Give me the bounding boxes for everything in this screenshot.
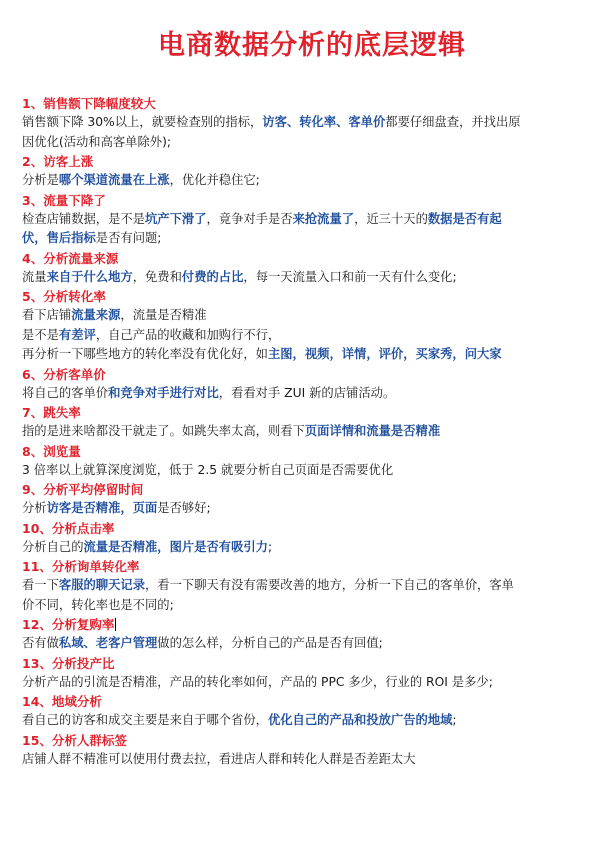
section-heading: [22, 94, 590, 113]
section-5: [22, 287, 590, 365]
section-15: [22, 731, 590, 770]
section-heading: [22, 365, 590, 384]
section-heading: [22, 519, 590, 538]
body-text: 看一下: [22, 578, 59, 592]
body-line: [22, 268, 590, 288]
body-text: 都要仔细盘查，并找出原: [385, 115, 521, 129]
body-line: [22, 422, 590, 442]
section-heading-text: 15、分析人群标签: [22, 732, 127, 748]
section-heading: [22, 557, 590, 576]
body-line: [22, 461, 590, 481]
body-text: ，看一下聊天有没有需要改善的地方，分析一下自己的客单价，客单: [145, 578, 514, 592]
body-line: [22, 750, 590, 770]
body-text: 再分析一下哪些地方的转化率没有优化好，如: [22, 347, 268, 361]
body-text: ，优化并稳住它;: [169, 173, 260, 187]
text-cursor: [115, 618, 116, 631]
body-text: ，每一天流量入口和前一天有什么变化;: [243, 269, 457, 284]
body-text: 是否有问题;: [95, 231, 162, 245]
body-line: [22, 673, 590, 693]
section-heading-text: 2、访客上涨: [22, 154, 94, 169]
section-heading-text: 9、分析平均停留时间: [22, 482, 144, 497]
highlight-text: 页面详情和流量是否精准: [304, 424, 441, 438]
section-heading-text: 4、分析流量来源: [22, 250, 119, 266]
body-text: 分析: [22, 501, 47, 515]
page-title: 电商数据分析的底层逻辑: [158, 30, 466, 61]
body-line: [22, 113, 590, 133]
section-2: [22, 152, 590, 191]
section-heading: [22, 287, 590, 306]
body-line: [22, 326, 590, 346]
section-heading: [22, 403, 590, 422]
section-heading-text: 7、跳失率: [22, 405, 81, 420]
highlight-text: 有差评: [58, 327, 96, 342]
body-text: 流量: [22, 269, 47, 284]
body-text: ，流量是否精准: [120, 308, 207, 322]
body-text: 价不同，转化率也是不同的;: [22, 597, 174, 612]
body-line: [22, 229, 590, 249]
section-heading: [22, 152, 590, 171]
body-text: 指的是进来啥都没干就走了。如跳失率太高，则看下: [22, 424, 305, 438]
section-heading: [22, 654, 590, 673]
body-line: [22, 210, 590, 230]
body-text: ，近三十天的: [354, 211, 428, 226]
highlight-text: 数据是否有起: [427, 211, 502, 226]
highlight-text: 主图，视频，详情，评价，买家秀，问大家: [267, 347, 502, 361]
section-heading-text: 10、分析点击率: [22, 520, 115, 536]
section-11: [22, 557, 590, 615]
section-heading-text: 6、分析客单价: [22, 366, 106, 382]
section-list: [0, 94, 604, 769]
body-text: 看自己的访客和成交主要是来自于哪个省份，: [22, 713, 268, 727]
body-line: [22, 306, 590, 326]
body-line: [22, 711, 590, 731]
highlight-text: 访客、转化率、客单价: [262, 115, 386, 129]
body-text: ;: [267, 539, 273, 554]
section-heading-text: 5、分析转化率: [22, 289, 106, 304]
highlight-text: 哪个渠道流量在上涨: [58, 173, 170, 187]
section-3: [22, 191, 590, 249]
section-7: [22, 403, 590, 442]
body-line: [22, 596, 590, 616]
body-line: [22, 576, 590, 596]
highlight-text: 优化自己的产品和投放广告的地域: [267, 713, 453, 727]
body-text: 店铺人群不精准可以使用付费去拉，看进店人群和转化人群是否差距太大: [22, 751, 416, 766]
body-text: 因优化(活动和高客单除外);: [22, 134, 172, 149]
section-heading: [22, 692, 590, 711]
body-line: [22, 384, 590, 404]
section-13: [22, 654, 590, 693]
body-text: 看下店铺: [22, 308, 72, 322]
body-line: [22, 171, 590, 191]
body-text: 否有做: [22, 636, 59, 650]
body-line: [22, 538, 590, 558]
section-heading-text: 13、分析投产比: [22, 655, 115, 671]
body-text: 分析产品的引流是否精准，产品的转化率如何，产品的 PPC 多少，行业的 ROI 是多少;: [22, 674, 493, 689]
body-text: ，看看对手 ZUI 新的店铺活动。: [218, 385, 396, 400]
section-9: [22, 480, 590, 519]
section-heading-text: 3、流量下降了: [22, 192, 106, 208]
highlight-text: 和竞争对手进行对比: [108, 385, 219, 400]
body-text: 分析是: [22, 173, 59, 187]
section-heading: [22, 480, 590, 499]
highlight-text: 客服的聊天记录: [58, 578, 145, 592]
body-text: ，自己产品的收藏和加购行不行，: [95, 327, 281, 342]
body-text: 做的怎么样，分析自己的产品是否有回值;: [157, 636, 383, 650]
section-heading: [22, 615, 590, 634]
body-text: 是不是: [22, 327, 59, 342]
section-heading-text: 11、分析询单转化率: [22, 559, 140, 574]
body-text: ，免费和: [132, 269, 182, 284]
section-14: [22, 692, 590, 731]
highlight-text: 坑产下滑了: [144, 211, 207, 226]
highlight-text: 流量是否精准，图片是否有吸引力: [83, 539, 268, 554]
section-4: [22, 249, 590, 288]
body-text: 分析自己的: [22, 539, 84, 554]
body-text: 将自己的客单价: [22, 385, 109, 400]
highlight-text: 来自于什么地方: [46, 269, 133, 284]
section-8: [22, 442, 590, 481]
section-1: [22, 94, 590, 152]
section-12: [22, 615, 590, 654]
section-10: [22, 519, 590, 558]
body-line: [22, 634, 590, 654]
section-6: [22, 365, 590, 404]
section-heading-text: 12、分析复购率: [22, 617, 115, 632]
body-text: 检查店铺数据，是不是: [22, 211, 145, 226]
section-heading: [22, 191, 590, 210]
body-text: 3 倍率以上就算深度浏览，低于 2.5 就要分析自己页面是否需要优化: [22, 462, 394, 477]
body-text: ;: [452, 713, 457, 727]
highlight-text: 访客是否精准，页面: [46, 501, 158, 515]
body-line: [22, 133, 590, 153]
highlight-text: 私域、老客户管理: [58, 636, 158, 650]
body-text: 是否够好;: [157, 501, 211, 515]
body-line: [22, 345, 590, 365]
section-heading: [22, 442, 590, 461]
highlight-text: 来抢流量了: [292, 211, 355, 226]
section-heading-text: 14、地域分析: [22, 694, 102, 709]
section-heading-text: 8、浏览量: [22, 443, 81, 459]
highlight-text: 流量来源: [71, 308, 121, 322]
highlight-text: 伏，售后指标: [22, 231, 96, 245]
section-heading: [22, 249, 590, 268]
body-text: ，竟争对手是否: [206, 211, 293, 226]
section-heading: [22, 731, 590, 750]
section-heading-text: 1、销售额下降幅度较大: [22, 96, 156, 111]
body-line: [22, 499, 590, 519]
highlight-text: 付费的占比: [181, 269, 244, 284]
body-text: 销售额下降 30%以上，就要检查别的指标，: [22, 115, 263, 129]
